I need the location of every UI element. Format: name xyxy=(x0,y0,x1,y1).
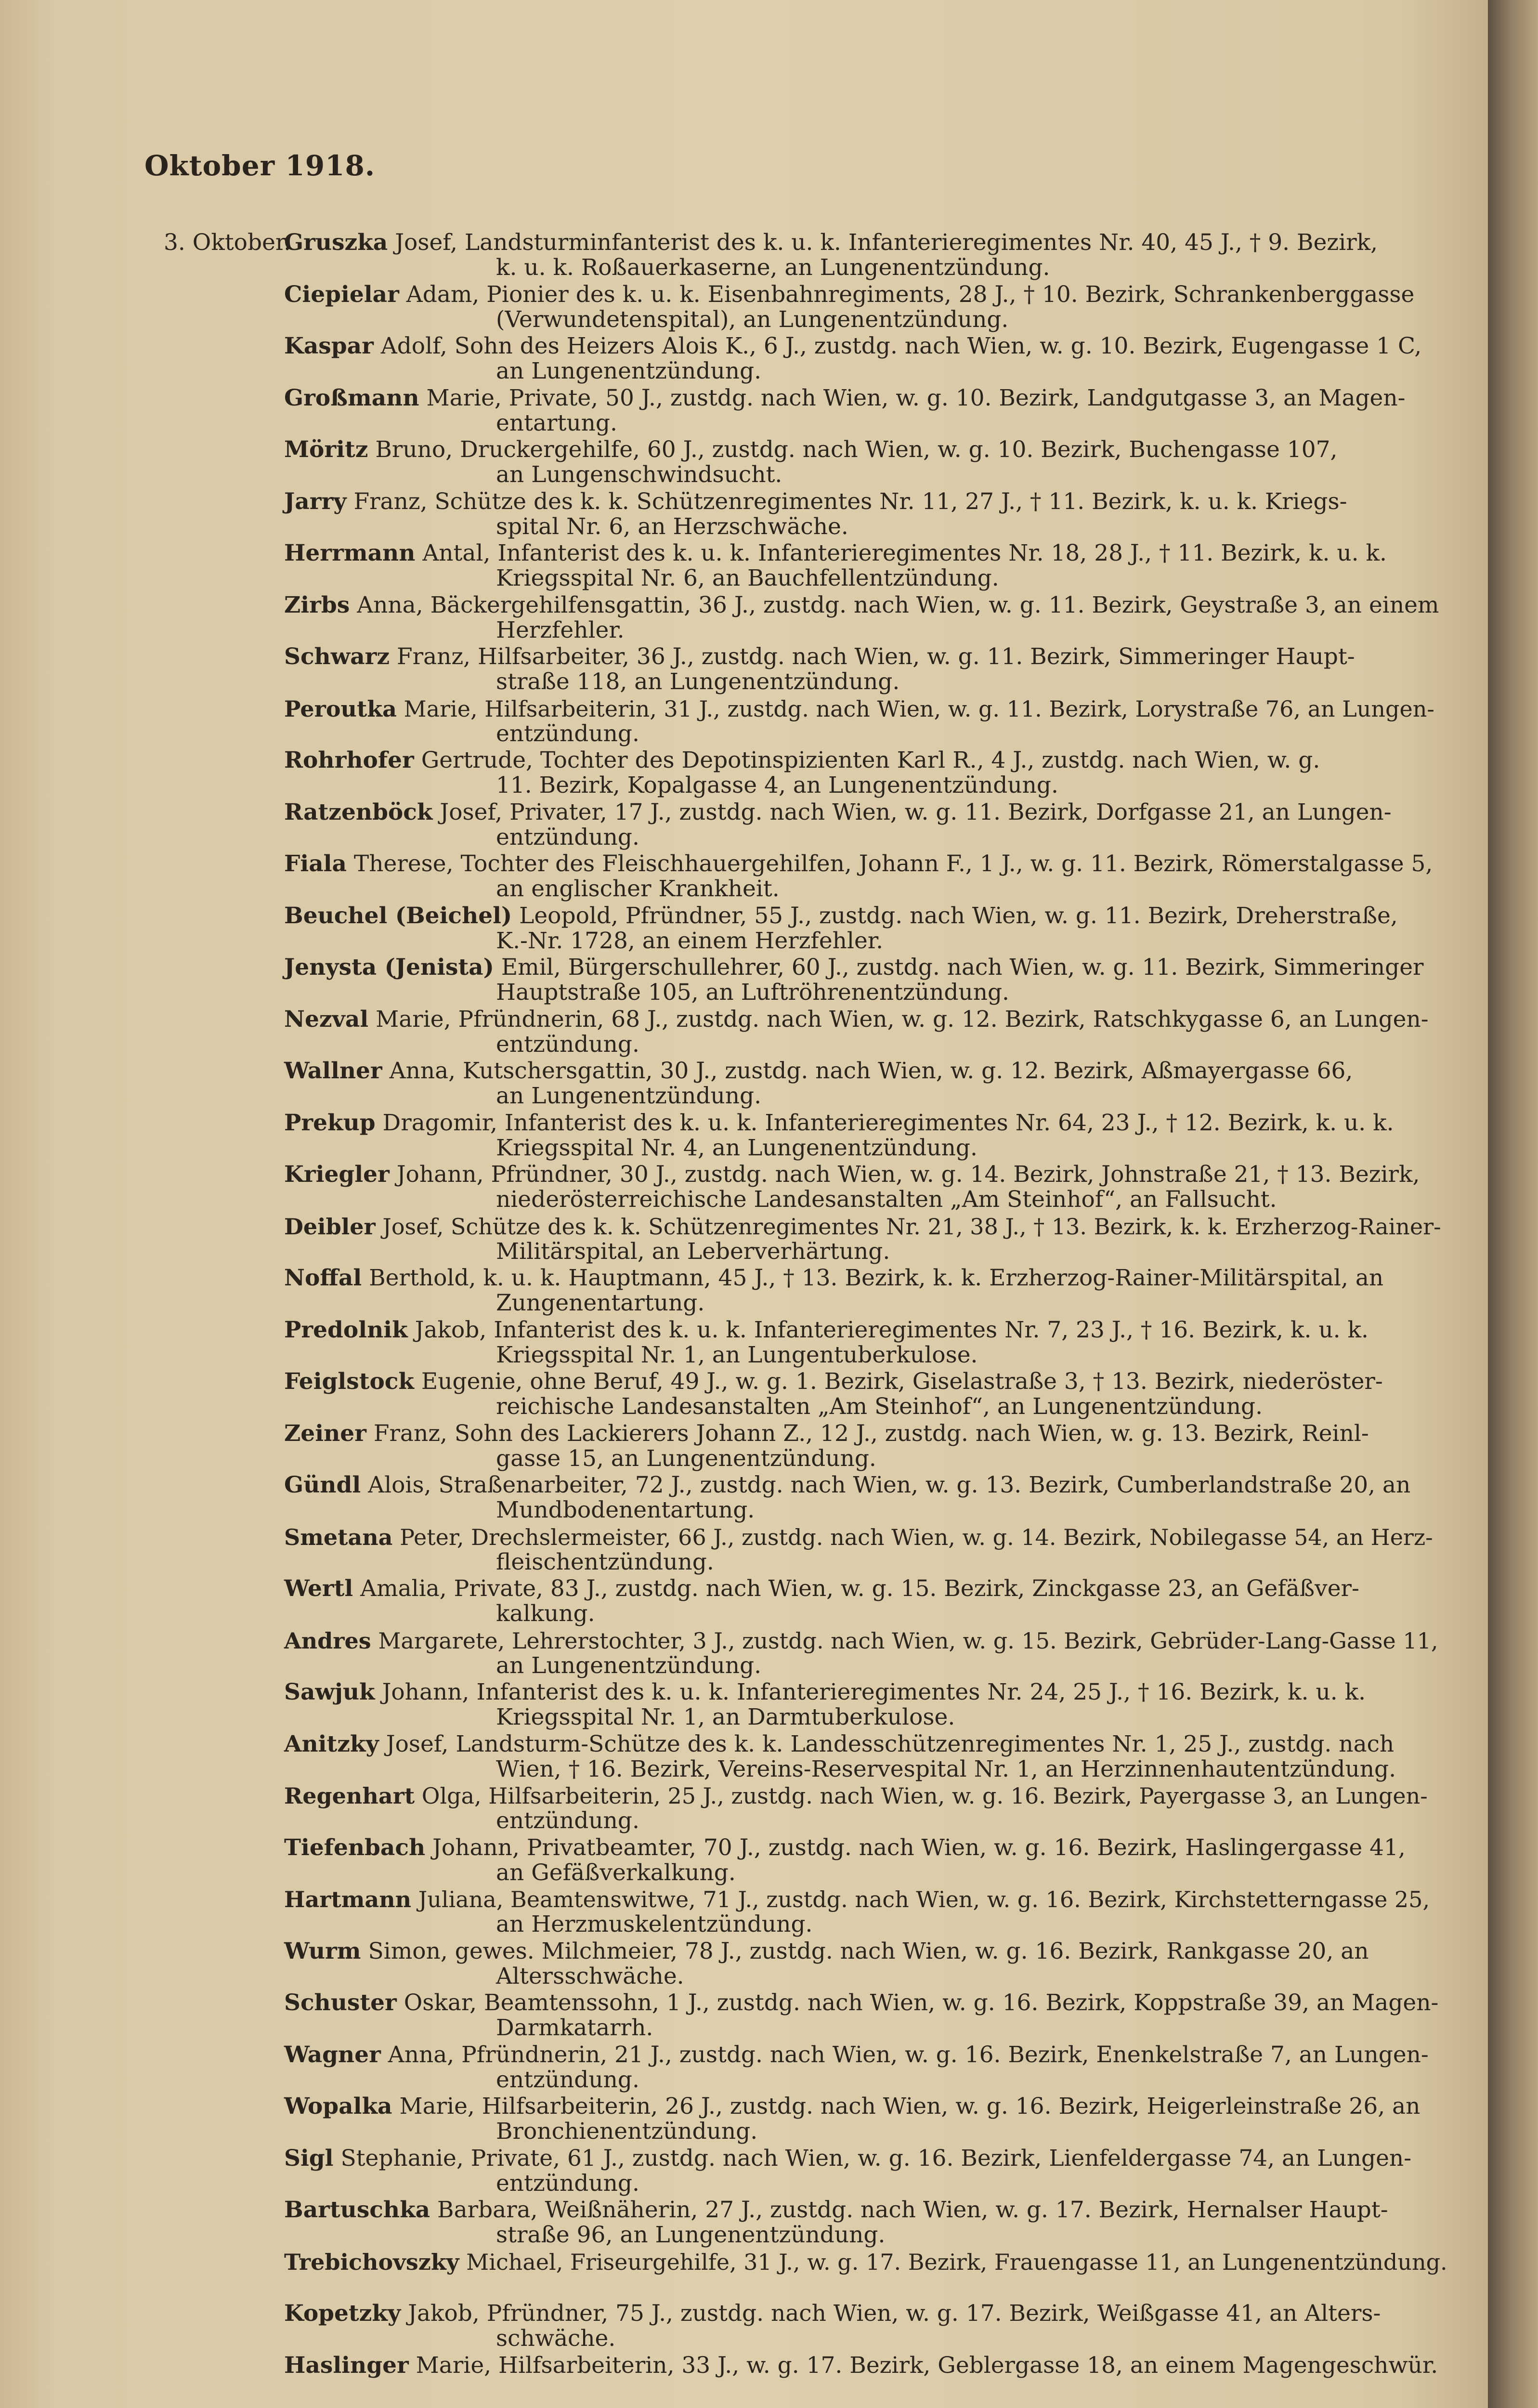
entry-line xyxy=(284,1369,1449,1394)
entry-line xyxy=(284,489,1449,514)
surname: Bartuschka xyxy=(284,2197,430,2223)
surname: Wurm xyxy=(284,1938,361,1964)
surname: Schuster xyxy=(284,1989,397,2016)
entry-continuation: (Verwundetenspital), an Lungenentzündung. xyxy=(496,306,1009,333)
surname: Großmann xyxy=(284,385,419,411)
entry-text: Oskar, Beamtenssohn, 1 J., zustdg. nach Wien, w. g. 16. Bezirk, Koppstraße 39, an Magen- xyxy=(396,1989,1439,2016)
entry-continuation: Kriegsspital Nr. 6, an Bauchfellentzündung. xyxy=(496,565,999,591)
book-gutter xyxy=(1488,0,1538,2408)
surname: Jarry xyxy=(284,488,347,515)
entry-line xyxy=(284,1318,1449,1343)
entry-line xyxy=(284,2250,1449,2275)
entry-text: Josef, Landsturm-Schütze des k. k. Landesschützenregimentes Nr. 1, 25 J., zustdg. nach xyxy=(378,1731,1395,1757)
entry-line xyxy=(284,386,1449,411)
entry-continuation: Herzfehler. xyxy=(496,617,625,643)
surname: Ciepielar xyxy=(284,281,399,308)
entry-line xyxy=(284,1990,1449,2015)
entry-continuation: gasse 15, an Lungenentzündung. xyxy=(496,1445,876,1472)
entry-continuation: entzündung. xyxy=(496,2067,639,2093)
entry-text: Alois, Straßenarbeiter, 72 J., zustdg. nach Wien, w. g. 13. Bezirk, Cumberlandstraße 20, an xyxy=(361,1472,1411,1498)
entry-text: Josef, Privater, 17 J., zustdg. nach Wien, w. g. 11. Bezirk, Dorfgasse 21, an Lungen- xyxy=(432,799,1392,825)
entry-line xyxy=(284,1007,1449,1032)
entry-continuation: an Lungenentzündung. xyxy=(496,1652,762,1679)
entry-date: 3. Oktober. xyxy=(164,229,291,256)
entry-line xyxy=(284,2353,1449,2378)
entry-line xyxy=(284,1939,1449,1964)
entry-text: Jakob, Pfründner, 75 J., zustdg. nach Wien, w. g. 17. Bezirk, Weißgasse 41, an Alters- xyxy=(401,2300,1381,2327)
entry-continuation: Militärspital, an Leberverhärtung. xyxy=(496,1238,890,1265)
entry-text: Bruno, Druckergehilfe, 60 J., zustdg. nach Wien, w. g. 10. Bezirk, Buchengasse 107, xyxy=(368,436,1338,463)
entry-continuation: Kriegsspital Nr. 1, an Darmtuberkulose. xyxy=(496,1704,955,1730)
entry-line xyxy=(284,1680,1449,1705)
surname: Sawjuk xyxy=(284,1679,375,1705)
surname: Regenhart xyxy=(284,1783,415,1809)
entry-line xyxy=(284,1732,1449,1757)
entry-continuation: Wien, † 16. Bezirk, Vereins-Reservespital Nr. 1, an Herzinnenhautentzündung. xyxy=(496,1756,1396,1782)
entry-line xyxy=(284,1266,1449,1291)
entry-line xyxy=(284,903,1449,929)
entry-line xyxy=(284,1162,1449,1187)
entry-line xyxy=(284,334,1449,359)
surname: Herrmann xyxy=(284,540,416,566)
entry-text: Marie, Hilfsarbeiterin, 31 J., zustdg. nach Wien, w. g. 11. Bezirk, Lorystraße 76, an Lungen- xyxy=(396,696,1434,722)
entry-line xyxy=(284,1525,1449,1550)
entry-text: Antal, Infanterist des k. u. k. Infanterieregimentes Nr. 18, 28 J., † 11. Bezirk, k. u. k. xyxy=(415,540,1387,566)
surname: Gruszka xyxy=(284,229,388,256)
surname: Beuchel (Beichel) xyxy=(284,903,512,929)
entry-text: Peter, Drechslermeister, 66 J., zustdg. nach Wien, w. g. 14. Bezirk, Nobilegasse 54, an Herz- xyxy=(392,1524,1433,1550)
surname: Zeiner xyxy=(284,1420,366,1447)
entry-text: Franz, Schütze des k. k. Schützenregimentes Nr. 11, 27 J., † 11. Bezirk, k. u. k. Kriegs- xyxy=(346,488,1347,515)
entry-continuation: entzündung. xyxy=(496,824,639,851)
entry-text: Anna, Bäckergehilfensgattin, 36 J., zustdg. nach Wien, w. g. 11. Bezirk, Geystraße 3, an einem xyxy=(350,592,1439,618)
surname: Wertl xyxy=(284,1575,353,1602)
entry-line xyxy=(284,1835,1449,1860)
entry-line xyxy=(284,644,1449,669)
entry-text: Simon, gewes. Milchmeier, 78 J., zustdg. nach Wien, w. g. 16. Bezirk, Rankgasse 20, an xyxy=(361,1938,1369,1964)
surname: Peroutka xyxy=(284,696,397,722)
entry-text: Anna, Kutschersgattin, 30 J., zustdg. nach Wien, w. g. 12. Bezirk, Aßmayergasse 66, xyxy=(382,1058,1353,1084)
entry-continuation: 11. Bezirk, Kopalgasse 4, an Lungenentzündung. xyxy=(496,772,1058,798)
entry-line xyxy=(284,2301,1449,2326)
entry-text: Gertrude, Tochter des Depotinspizienten Karl R., 4 J., zustdg. nach Wien, w. g. xyxy=(414,747,1320,773)
entry-line xyxy=(284,593,1449,618)
entry-text: Franz, Hilfsarbeiter, 36 J., zustdg. nach Wien, w. g. 11. Bezirk, Simmeringer Haupt- xyxy=(390,643,1355,670)
entry-continuation: an Herzmuskelentzündung. xyxy=(496,1911,813,1937)
entry-continuation: k. u. k. Roßauerkaserne, an Lungenentzündung. xyxy=(496,254,1050,281)
entry-continuation: K.-Nr. 1728, an einem Herzfehler. xyxy=(496,928,884,954)
surname: Tiefenbach xyxy=(284,1834,426,1861)
entry-line xyxy=(284,1214,1449,1239)
entry-text: Michael, Friseurgehilfe, 31 J., w. g. 17. Bezirk, Frauengasse 11, an Lungenentzündung. xyxy=(459,2249,1447,2275)
entry-line xyxy=(284,851,1449,877)
entry-text: Josef, Landsturminfanterist des k. u. k. Infanterieregimentes Nr. 40, 45 J., † 9. Bezirk, xyxy=(388,229,1378,256)
entry-continuation: entartung. xyxy=(496,410,617,436)
entry-continuation: an Gefäßverkalkung. xyxy=(496,1859,736,1886)
entry-line xyxy=(284,1783,1449,1808)
surname: Jenysta (Jenista) xyxy=(284,954,494,981)
entry-continuation: Zungenentartung. xyxy=(496,1290,705,1316)
surname: Wagner xyxy=(284,2042,381,2068)
entry-text: Leopold, Pfründner, 55 J., zustdg. nach Wien, w. g. 11. Bezirk, Dreherstraße, xyxy=(512,903,1398,929)
surname: Noffal xyxy=(284,1265,362,1291)
entry-continuation: reichische Landesanstalten „Am Steinhof“, an Lungenentzündung. xyxy=(496,1393,1263,1420)
surname: Möritz xyxy=(284,436,368,463)
surname: Smetana xyxy=(284,1524,393,1550)
entry-text: Berthold, k. u. k. Hauptmann, 45 J., † 13. Bezirk, k. k. Erzherzog-Rainer-Militärspital, an xyxy=(362,1265,1384,1291)
entry-continuation: Mundbodenentartung. xyxy=(496,1497,755,1523)
page-header: Oktober 1918. xyxy=(144,149,376,182)
surname: Wopalka xyxy=(284,2093,392,2120)
entry-line xyxy=(284,1059,1449,1084)
entry-continuation: entzündung. xyxy=(496,1031,639,1058)
entry-continuation: kalkung. xyxy=(496,1600,595,1627)
entry-continuation: an englischer Krankheit. xyxy=(496,876,780,902)
surname: Gündl xyxy=(284,1472,361,1498)
entry-line xyxy=(284,1473,1449,1498)
entry-text: Emil, Bürgerschullehrer, 60 J., zustdg. nach Wien, w. g. 11. Bezirk, Simmeringer xyxy=(494,954,1424,981)
entry-text: Marie, Hilfsarbeiterin, 33 J., w. g. 17. Bezirk, Geblergasse 18, an einem Magengeschwür. xyxy=(408,2352,1438,2379)
entry-text: Johann, Infanterist des k. u. k. Infanterieregimentes Nr. 24, 25 J., † 16. Bezirk, k. u. k. xyxy=(375,1679,1366,1705)
entry-text: Josef, Schütze des k. k. Schützenregimentes Nr. 21, 38 J., † 13. Bezirk, k. k. Erzherzog-Rainer- xyxy=(375,1214,1441,1240)
surname: Ratzenböck xyxy=(284,799,433,825)
surname: Hartmann xyxy=(284,1886,412,1912)
entry-text: Jakob, Infanterist des k. u. k. Infanterieregimentes Nr. 7, 23 J., † 16. Bezirk, k. u. k. xyxy=(407,1317,1369,1343)
entry-line xyxy=(284,748,1449,773)
entry-continuation: schwäche. xyxy=(496,2325,616,2352)
entry-line xyxy=(284,800,1449,825)
entry-text: Marie, Pfründnerin, 68 J., zustdg. nach Wien, w. g. 12. Bezirk, Ratschkygasse 6, an Lungen- xyxy=(368,1006,1429,1033)
entry-line xyxy=(284,1421,1449,1446)
surname: Rohrhofer xyxy=(284,747,414,773)
surname: Kriegler xyxy=(284,1161,390,1188)
entry-text: Barbara, Weißnäherin, 27 J., zustdg. nach Wien, w. g. 17. Bezirk, Hernalser Haupt- xyxy=(430,2197,1388,2223)
surname: Prekup xyxy=(284,1110,376,1136)
entry-line xyxy=(284,437,1449,462)
surname: Predolnik xyxy=(284,1317,408,1343)
entry-continuation: Altersschwäche. xyxy=(496,1963,684,1989)
entry-line xyxy=(284,2094,1449,2119)
entry-text: Eugenie, ohne Beruf, 49 J., w. g. 1. Bezirk, Giselastraße 3, † 13. Bezirk, niederöster- xyxy=(414,1368,1383,1395)
entry-continuation: straße 96, an Lungenentzündung. xyxy=(496,2222,886,2248)
entry-line xyxy=(284,1576,1449,1601)
surname: Fiala xyxy=(284,851,347,877)
entry-text: Olga, Hilfsarbeiterin, 25 J., zustdg. nach Wien, w. g. 16. Bezirk, Payergasse 3, an Lungen- xyxy=(415,1783,1428,1809)
surname: Wallner xyxy=(284,1058,382,1084)
entry-continuation: entzündung. xyxy=(496,2170,639,2197)
surname: Sigl xyxy=(284,2145,334,2172)
entry-continuation: Kriegsspital Nr. 1, an Lungentuberkulose. xyxy=(496,1342,978,1368)
entry-text: Stephanie, Private, 61 J., zustdg. nach Wien, w. g. 16. Bezirk, Lienfeldergasse 74, an Lungen- xyxy=(333,2145,1412,2172)
entry-continuation: spital Nr. 6, an Herzschwäche. xyxy=(496,513,848,540)
surname: Nezval xyxy=(284,1006,369,1033)
entry-line xyxy=(284,282,1449,307)
entry-continuation: Hauptstraße 105, an Luftröhrenentzündung. xyxy=(496,979,1009,1006)
entry-line xyxy=(284,1887,1449,1912)
entry-text: Margarete, Lehrerstochter, 3 J., zustdg. nach Wien, w. g. 15. Bezirk, Gebrüder-Lang-Gasse 11, xyxy=(371,1628,1438,1654)
entry-text: Marie, Private, 50 J., zustdg. nach Wien, w. g. 10. Bezirk, Landgutgasse 3, an Magen- xyxy=(419,385,1406,411)
entry-text: Johann, Privatbeamter, 70 J., zustdg. nach Wien, w. g. 16. Bezirk, Haslingergasse 41, xyxy=(425,1834,1406,1861)
entry-line xyxy=(284,2146,1449,2171)
entry-text: Franz, Sohn des Lackierers Johann Z., 12 J., zustdg. nach Wien, w. g. 13. Bezirk, Reinl- xyxy=(366,1420,1369,1447)
entry-continuation: Bronchienentzündung. xyxy=(496,2118,758,2145)
entry-text: Anna, Pfründnerin, 21 J., zustdg. nach Wien, w. g. 16. Bezirk, Enenkelstraße 7, an Lungen- xyxy=(380,2042,1429,2068)
entry-continuation: entzündung. xyxy=(496,1807,639,1834)
surname: Andres xyxy=(284,1628,371,1654)
entry-continuation: niederösterreichische Landesanstalten „Am Steinhof“, an Fallsucht. xyxy=(496,1186,1277,1213)
surname: Feiglstock xyxy=(284,1368,414,1395)
entry-line xyxy=(284,1628,1449,1653)
surname: Schwarz xyxy=(284,643,390,670)
entry-continuation: Darmkatarrh. xyxy=(496,2015,653,2041)
surname: Trebichovszky xyxy=(284,2249,459,2275)
surname: Zirbs xyxy=(284,592,350,618)
entry-continuation: an Lungenschwindsucht. xyxy=(496,461,782,488)
entry-text: Johann, Pfründner, 30 J., zustdg. nach Wien, w. g. 14. Bezirk, Johnstraße 21, † 13. Bezirk, xyxy=(389,1161,1420,1188)
entry-line xyxy=(284,696,1449,721)
entry-line xyxy=(284,2198,1449,2223)
entry-text: Adolf, Sohn des Heizers Alois K., 6 J., zustdg. nach Wien, w. g. 10. Bezirk, Eugengasse 1 C, xyxy=(373,333,1422,359)
entry-text: Dragomir, Infanterist des k. u. k. Infanterieregimentes Nr. 64, 23 J., † 12. Bezirk, k. u. k. xyxy=(375,1110,1394,1136)
surname: Deibler xyxy=(284,1214,376,1240)
entry-text: Amalia, Private, 83 J., zustdg. nach Wien, w. g. 15. Bezirk, Zinckgasse 23, an Gefäßver- xyxy=(353,1575,1359,1602)
entry-continuation: Kriegsspital Nr. 4, an Lungenentzündung. xyxy=(496,1135,978,1161)
surname: Kaspar xyxy=(284,333,374,359)
entry-line xyxy=(284,230,1449,255)
entry-continuation: an Lungenentzündung. xyxy=(496,1083,762,1109)
entry-text: Juliana, Beamtenswitwe, 71 J., zustdg. nach Wien, w. g. 16. Bezirk, Kirchstetterngasse 25, xyxy=(411,1886,1430,1912)
surname: Anitzky xyxy=(284,1731,379,1757)
entry-line xyxy=(284,2042,1449,2068)
entry-text: Therese, Tochter des Fleischhauergehilfen, Johann F., 1 J., w. g. 11. Bezirk, Römerstalgasse 5, xyxy=(346,851,1433,877)
entry-continuation: an Lungenentzündung. xyxy=(496,358,762,384)
entry-continuation: fleischentzündung. xyxy=(496,1549,714,1575)
entry-continuation: straße 118, an Lungenentzündung. xyxy=(496,668,900,695)
surname: Kopetzky xyxy=(284,2300,401,2327)
entry-text: Adam, Pionier des k. u. k. Eisenbahnregiments, 28 J., † 10. Bezirk, Schrankenberggasse xyxy=(399,281,1415,308)
entry-line xyxy=(284,955,1449,980)
surname: Haslinger xyxy=(284,2352,409,2379)
entry-text: Marie, Hilfsarbeiterin, 26 J., zustdg. nach Wien, w. g. 16. Bezirk, Heigerleinstraße 26, an xyxy=(392,2093,1421,2120)
entry-line xyxy=(284,1111,1449,1136)
entry-continuation: entzündung. xyxy=(496,720,639,747)
entry-line xyxy=(284,541,1449,566)
